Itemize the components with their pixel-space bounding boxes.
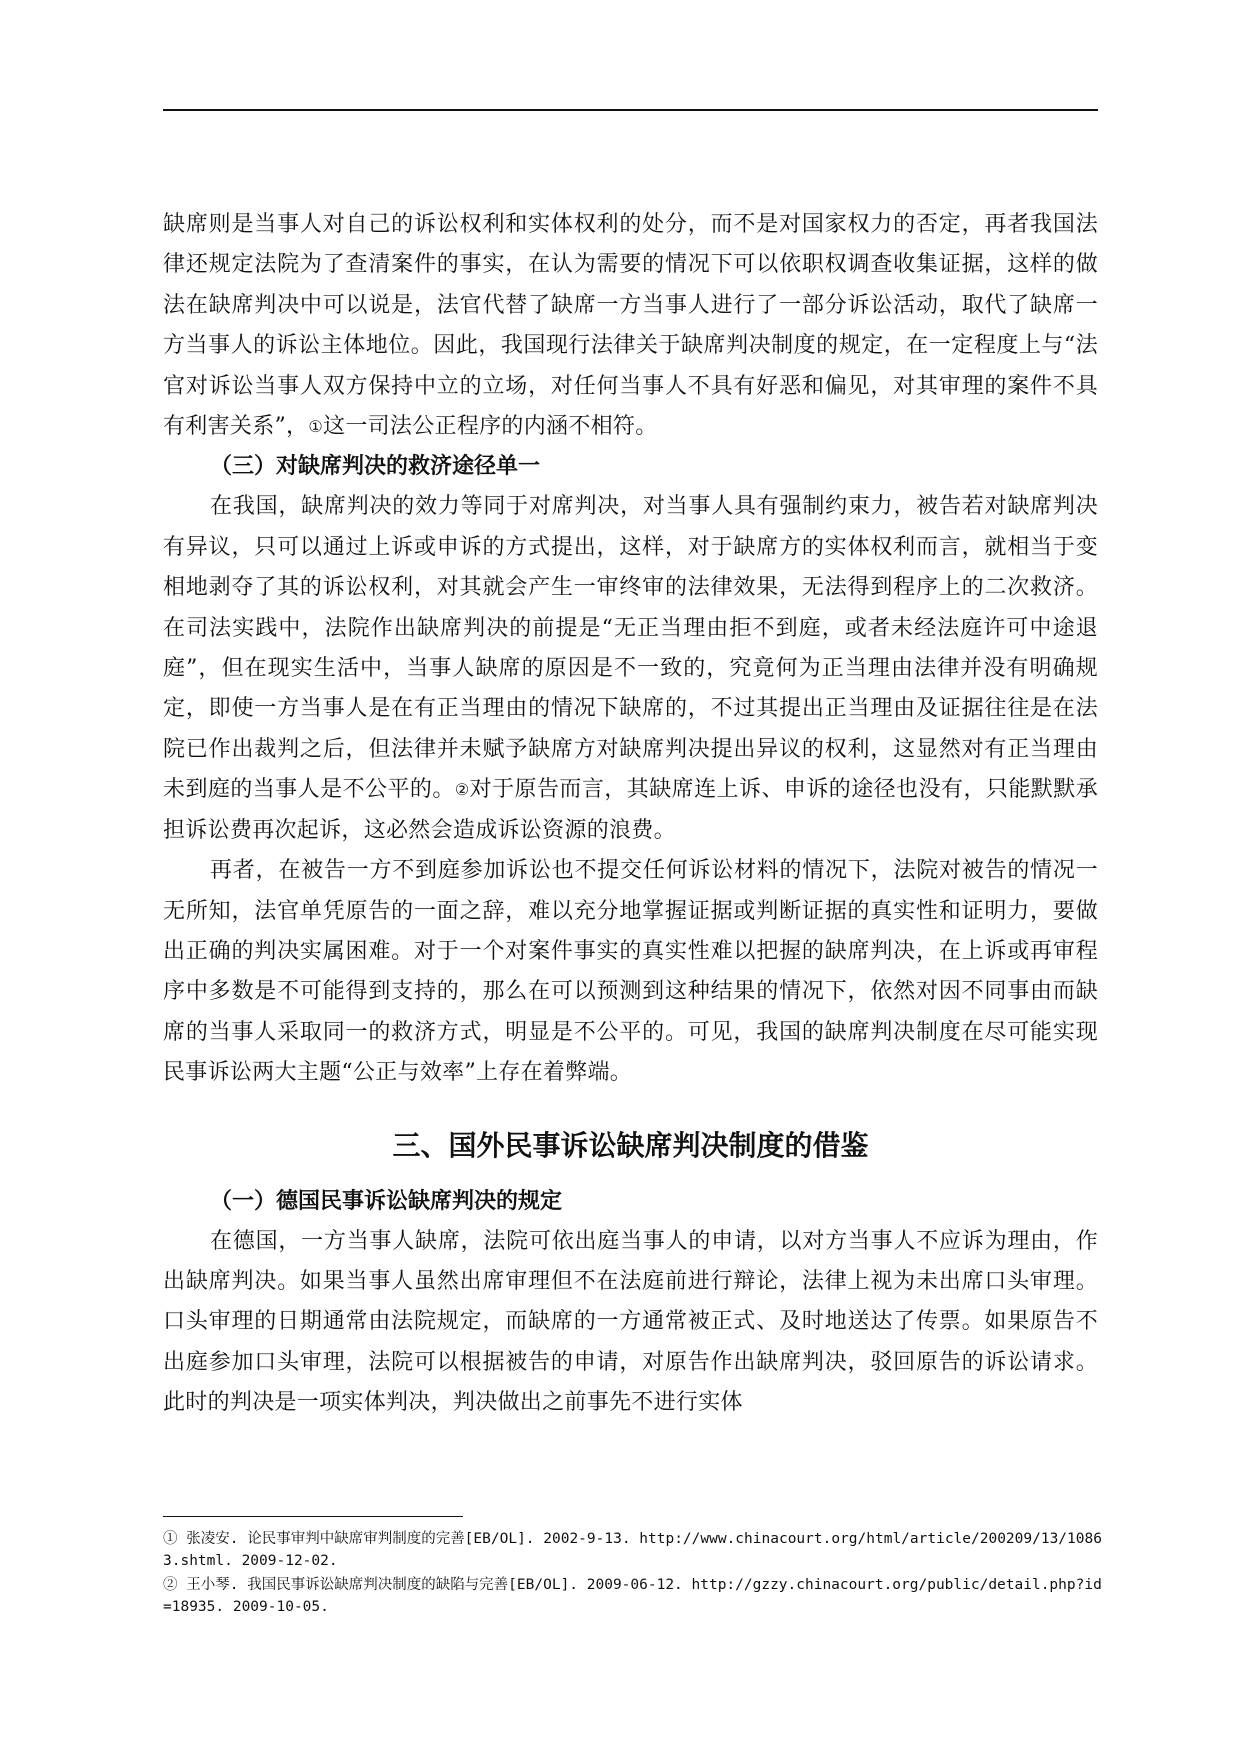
page-body (163, 205, 1098, 1424)
paragraph-continuation (163, 205, 1098, 447)
footnote-2: ② 王小琴. 我国民事诉讼缺席判决制度的缺陷与完善[EB/OL]. 2009-06-12. http://gzzy.chinacourt.org/public/detail.php?id=18935. 2009-10-05. (163, 1577, 1102, 1615)
footnote-ref-1[interactable]: ① (308, 417, 324, 437)
paragraph-text: 在我国，缺席判决的效力等同于对席判决，对当事人具有强制约束力，被告若对缺席判决有异议，只可以通过上诉或申诉的方式提出，这样，对于缺席方的实体权利而言，就相当于变相地剥夺了其的诉讼权利，对其就会产生一审终审的法律效果，无法得到程序上的二次救济。在司法实践中，法院作出缺席判决的前提是“无正当理由拒不到庭，或者未经法庭许可中途退庭”，但在现实生活中，当事人缺席的原因是不一致的，究竟何为正当理由法律并没有明确规定，即使一方当事人是在有正当理由的情况下缺席的，不过其提出正当理由及证据往往是在法院已作出裁判之后，但法律并未赋予缺席方对缺席判决提出异议的权利，这显然对有正当理由未到庭的当事人是不公平的。 (163, 494, 1098, 803)
subsection-heading-1: （一）德国民事诉讼缺席判决的规定 (210, 1188, 563, 1214)
paragraph-remedy (163, 487, 1098, 851)
footnote-rule (163, 1516, 463, 1517)
paragraph-germany: 在德国，一方当事人缺席，法院可依出庭当事人的申请，以对方当事人不应诉为理由，作出缺席判决。如果当事人虽然出席审理但不在法庭前进行辩论，法律上视为未出席口头审理。口头审理的日期通常由法院规定，而缺席的一方通常被正式、及时地送达了传票。如果原告不出庭参加口头审理，法院可以根据被告的申请，对原告作出缺席判决，驳回原告的诉讼请求。此时的判决是一项实体判决，判决做出之前事先不进行实体 (163, 1228, 1098, 1416)
footnotes (163, 1528, 1103, 1620)
footnote-ref-2[interactable]: ② (454, 780, 470, 800)
paragraph-text-end: 对于原告而言，其缺席连上诉、申诉的途径也没有，只能默默承担诉讼费再次起诉，这必然会造成诉讼资源的浪费。 (163, 777, 1098, 843)
subsection-heading-3: （三）对缺席判决的救济途径单一 (210, 454, 541, 480)
paragraph-text-end: 这一司法公正程序的内涵不相符。 (323, 414, 658, 440)
paragraph-further: 再者，在被告一方不到庭参加诉讼也不提交任何诉讼材料的情况下，法院对被告的情况一无所知，法官单凭原告的一面之辞，难以充分地掌握证据或判断证据的真实性和证明力，要做出正确的判决实属困难。对于一个对案件事实的真实性难以把握的缺席判决，在上诉或再审程序中多数是不可能得到支持的，那么在可以预测到这种结果的情况下，依然对因不同事由而缺席的当事人采取同一的救济方式，明显是不公平的。可见，我国的缺席判决制度在尽可能实现民事诉讼两大主题“公正与效率”上存在着弊端。 (163, 858, 1098, 1086)
paragraph-text: 缺席则是当事人对自己的诉讼权利和实体权利的处分，而不是对国家权力的否定，再者我国法律还规定法院为了查清案件的事实，在认为需要的情况下可以依职权调查收集证据，这样的做法在缺席判决中可以说是，法官代替了缺席一方当事人进行了一部分诉讼活动，取代了缺席一方当事人的诉讼主体地位。因此，我国现行法律关于缺席判决制度的规定，在一定程度上与“法官对诉讼当事人双方保持中立的立场，对任何当事人不具有好恶和偏见，对其审理的案件不具有利害关系”， (163, 212, 1098, 440)
header-rule (163, 109, 1098, 111)
footnote-1: ① 张凌安. 论民事审判中缺席审判制度的完善[EB/OL]. 2002-9-13. http://www.chinacourt.org/html/article/200209/13/10863.shtml. 2009-12-02. (163, 1531, 1102, 1569)
section-title: 三、国外民事诉讼缺席判决制度的借鉴 (392, 1128, 869, 1162)
